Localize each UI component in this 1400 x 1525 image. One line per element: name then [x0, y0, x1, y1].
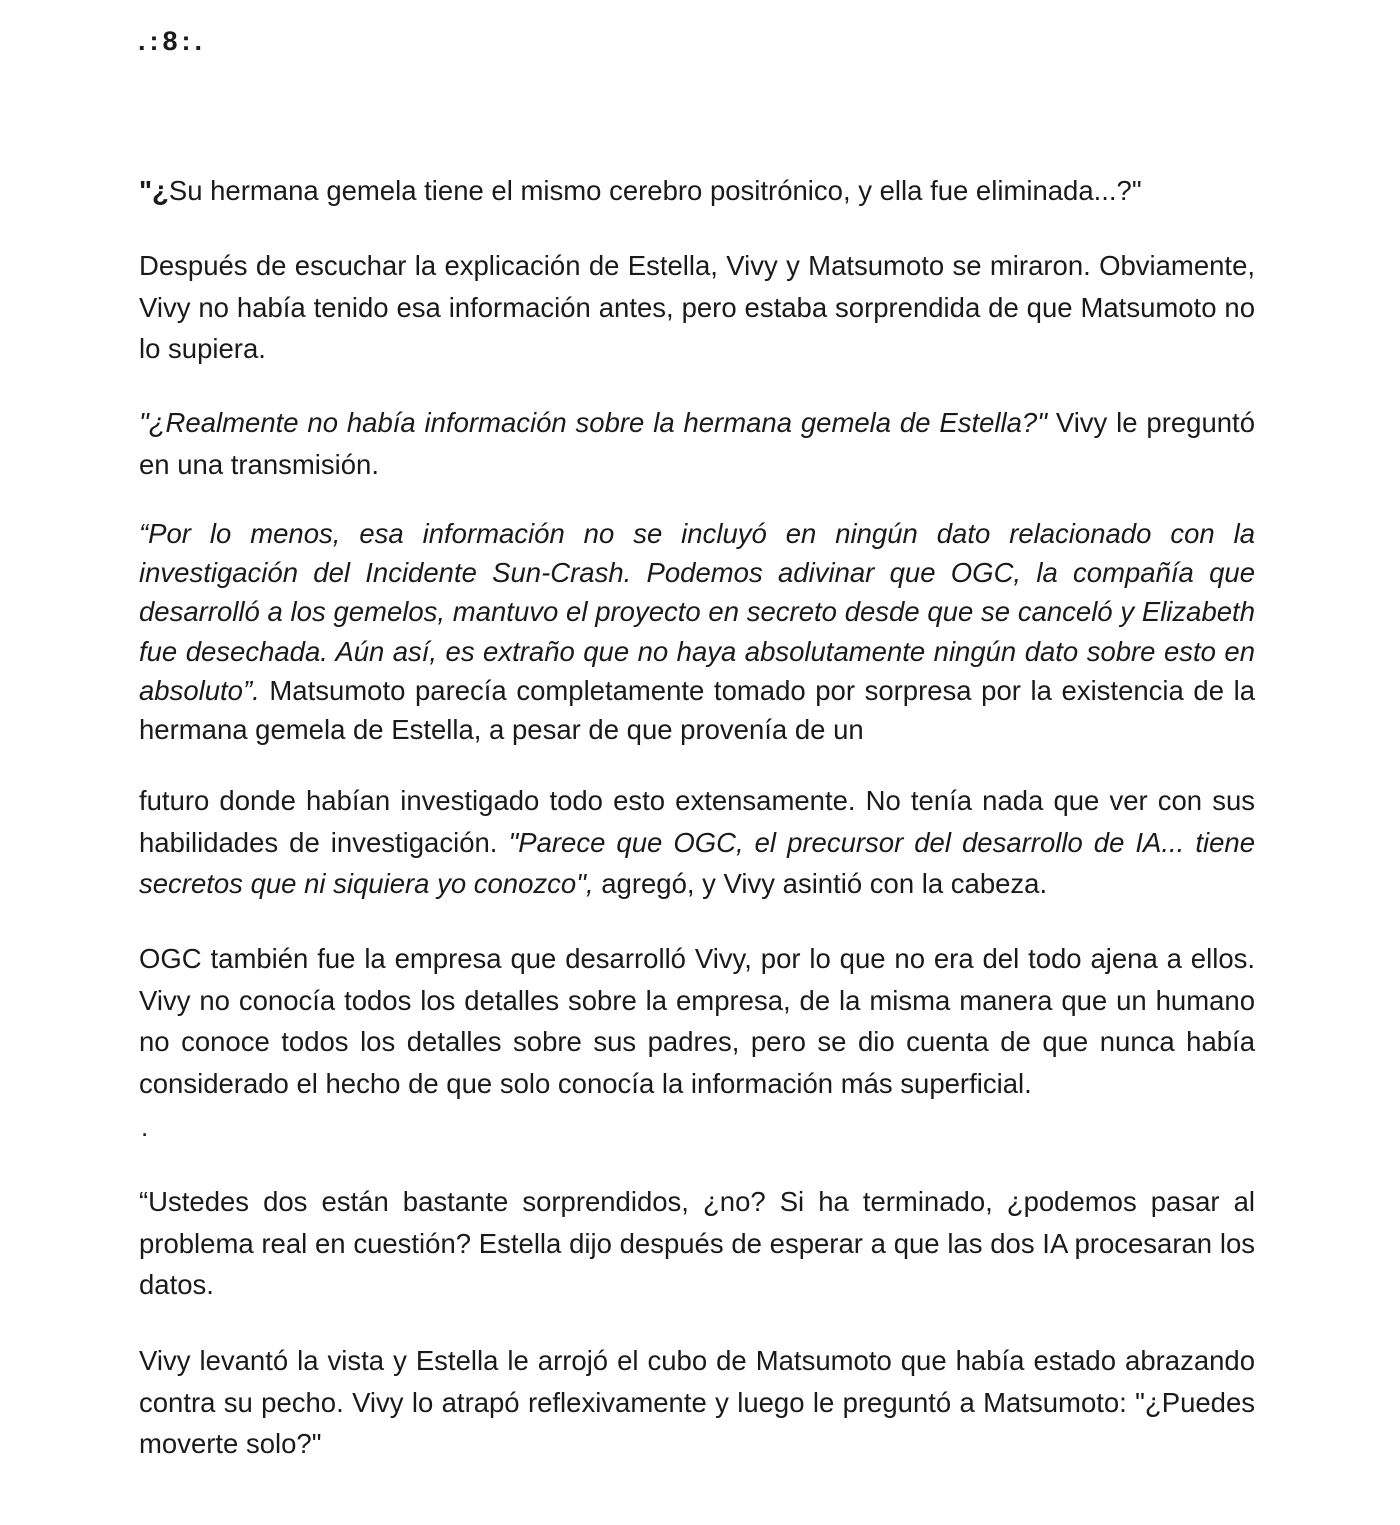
paragraph-8: Vivy levantó la vista y Estella le arrojó el cubo de Matsumoto que había estado abrazando contra su pecho. Vivy lo atrapó reflexivamente y luego le preguntó a Matsumoto: "¿Puedes moverte solo?"	[139, 1345, 1255, 1459]
paragraph-2: Después de escuchar la explicación de Estella, Vivy y Matsumoto se miraron. Obviamente, Vivy no había tenido esa información antes, pero estaba sorprendida de que Matsumoto no lo supiera.	[139, 250, 1255, 364]
paragraph-7: “Ustedes dos están bastante sorprendidos, ¿no? Si ha terminado, ¿podemos pasar al problema real en cuestión? Estella dijo después de esperar a que las dos IA procesaran los datos.	[139, 1186, 1255, 1300]
paragraph-1	[139, 170, 1255, 212]
paragraph-5-italic: "Parece que OGC, el precursor del desarrollo de IA... tiene secretos que ni siquiera yo conozco",	[139, 826, 1255, 899]
paragraph-4	[139, 514, 1255, 749]
open-quote: "	[139, 175, 153, 206]
paragraph-3-italic: "¿Realmente no había información sobre la hermana gemela de Estella?"	[139, 407, 1047, 438]
inverted-question-mark: ¿	[152, 175, 169, 206]
paragraph-6-dot: .	[141, 1112, 149, 1142]
paragraph-4-text: Matsumoto parecía completamente tomado por sorpresa por la existencia de la hermana gemela de Estella, a pesar de que provenía de un	[139, 674, 1255, 746]
paragraph-5	[139, 780, 1255, 905]
page-number-marker: .:8:.	[138, 26, 207, 56]
paragraph-5-text-1: futuro donde habían investigado todo esto extensamente. No tenía nada que ver con sus habilidades de investigación.	[139, 785, 1255, 858]
paragraph-1-text: Su hermana gemela tiene el mismo cerebro positrónico, y ella fue eliminada...?"	[168, 175, 1142, 206]
paragraph-4-italic: “Por lo menos, esa información no se incluyó en ningún dato relacionado con la investigación del Incidente Sun-Crash. Podemos adivinar que OGC, la compañía que desarrolló a los gemelos, mantuvo el proyecto en secreto desde que se canceló y Elizabeth fue desechada. Aún así, es extraño que no haya absolutamente ningún dato sobre esto en absoluto”.	[139, 518, 1255, 706]
paragraph-3	[139, 402, 1255, 485]
paragraph-6: OGC también fue la empresa que desarrolló Vivy, por lo que no era del todo ajena a ellos. Vivy no conocía todos los detalles sobre la empresa, de la misma manera que un humano no conoce todos los detalles sobre sus padres, pero se dio cuenta de que nunca había considerado el hecho de que solo conocía la información más superficial.	[139, 943, 1255, 1099]
paragraph-3-text: Vivy le preguntó en una transmisión.	[139, 407, 1255, 480]
paragraph-5-text-2: agregó, y Vivy asintió con la cabeza.	[593, 868, 1048, 899]
